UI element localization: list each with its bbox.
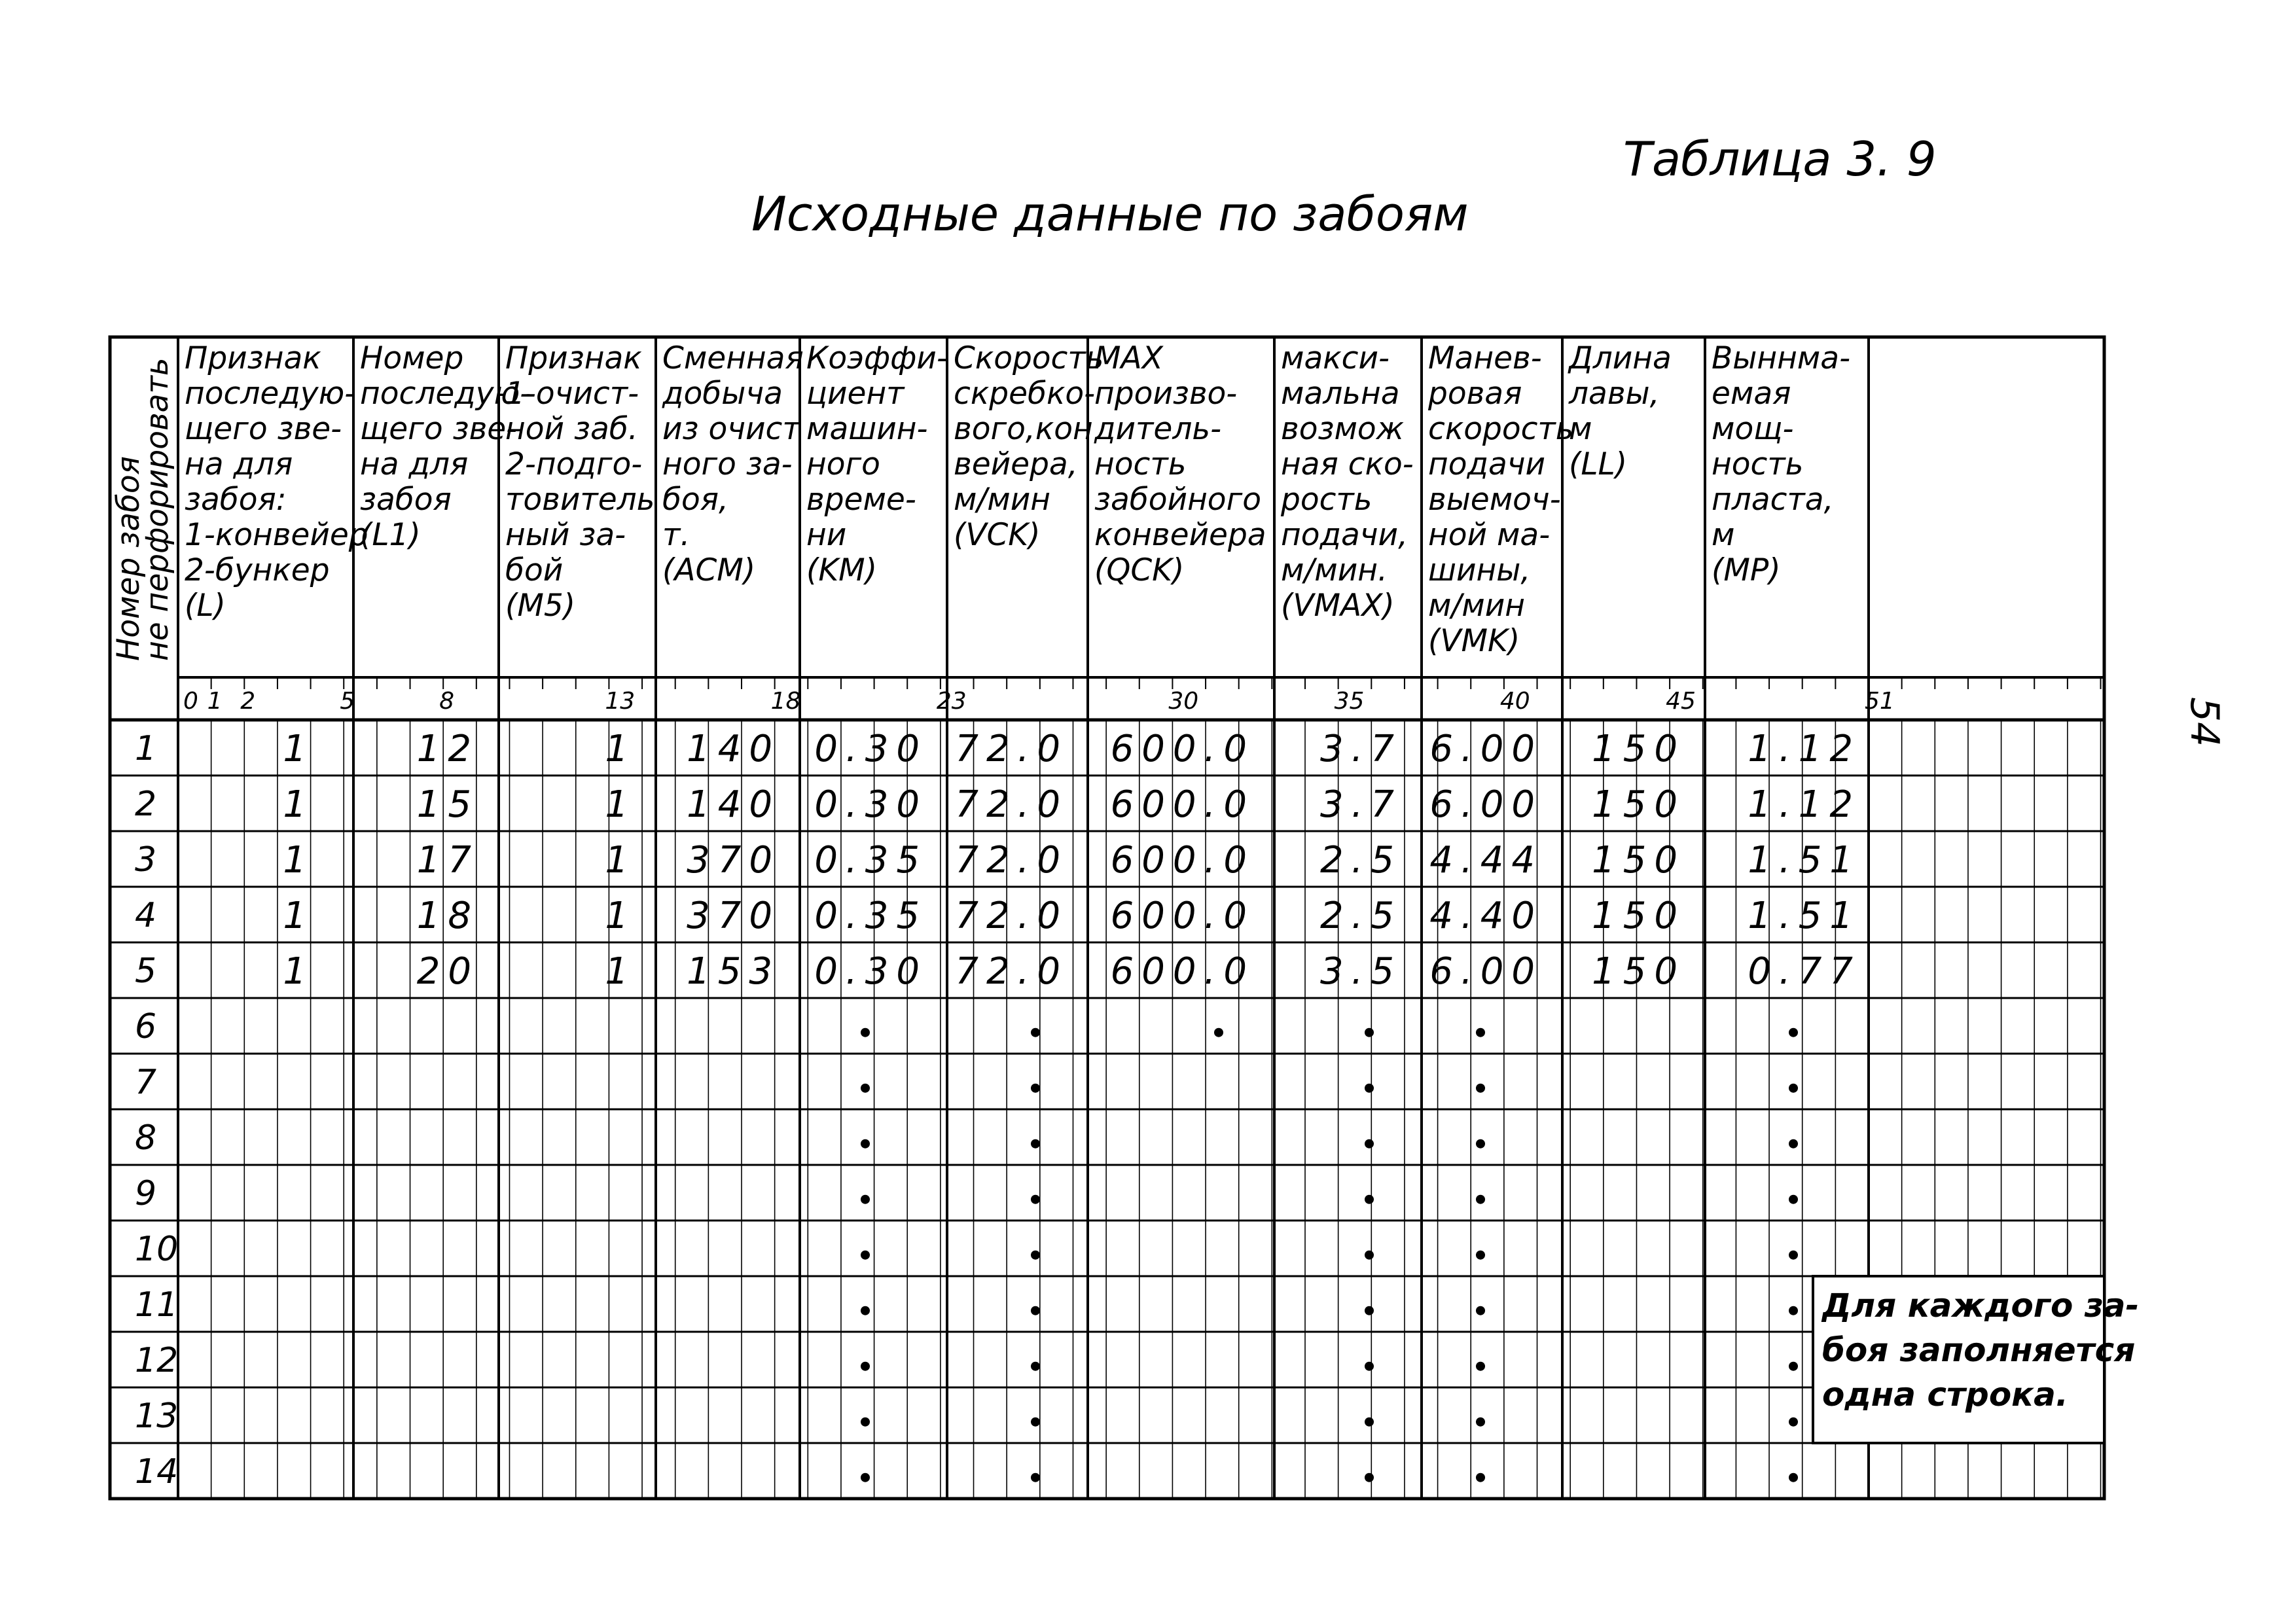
cell-vck: 72.0 xyxy=(955,727,1068,770)
cell-mp: 1.51 xyxy=(1748,894,1861,937)
column-header-line: ни xyxy=(806,517,847,553)
cell-vmk: 6.00 xyxy=(1429,950,1543,993)
column-header-line: скорость xyxy=(1428,411,1574,447)
cell-ll: 150 xyxy=(1592,838,1685,882)
cell-ll: 150 xyxy=(1592,950,1685,993)
decimal-dot xyxy=(861,1473,870,1482)
cell-ll: 150 xyxy=(1592,894,1685,937)
column-header-line: добыча xyxy=(662,376,783,412)
cell-km: 0.35 xyxy=(814,894,927,937)
column-header-line: емая xyxy=(1712,376,1791,412)
cell-qck: 600.0 xyxy=(1110,838,1255,882)
column-header-line: м/мин xyxy=(1428,588,1526,624)
cell-vmk: 4.44 xyxy=(1429,838,1543,882)
decimal-dot xyxy=(1031,1251,1040,1260)
scale-mark: 0 xyxy=(183,688,198,715)
cell-km: 0.30 xyxy=(814,783,927,826)
column-header-line: ной ма- xyxy=(1428,517,1551,553)
decimal-dot xyxy=(1365,1084,1374,1093)
decimal-dot xyxy=(1789,1473,1798,1482)
row-number: 8 xyxy=(135,1118,157,1158)
decimal-dot xyxy=(1476,1473,1485,1482)
cell-vmax: 2.5 xyxy=(1319,894,1402,937)
row-number: 11 xyxy=(135,1285,179,1325)
decimal-dot xyxy=(1031,1028,1040,1037)
decimal-dot xyxy=(1476,1139,1485,1149)
decimal-dot xyxy=(861,1028,870,1037)
scale-mark: 45 xyxy=(1666,688,1696,715)
column-header-line: м xyxy=(1569,411,1592,447)
column-header-line: последую- xyxy=(360,376,531,412)
first-column-header-line: Номер забоя xyxy=(111,455,147,661)
decimal-dot xyxy=(1476,1362,1485,1371)
cell-mp: 0.77 xyxy=(1748,950,1861,993)
column-header-line: боя, xyxy=(662,482,728,518)
decimal-dots xyxy=(861,1028,1798,1482)
column-header-line: (M5) xyxy=(505,588,576,624)
scale-mark: 18 xyxy=(770,688,801,715)
cell-vmax: 3.7 xyxy=(1319,783,1402,826)
column-header-line: (L1) xyxy=(360,517,421,553)
column-header-line: скребко- xyxy=(954,376,1096,412)
decimal-dot xyxy=(1365,1195,1374,1204)
column-header-line: пласта, xyxy=(1712,482,1834,518)
cell-l1: 15 xyxy=(416,783,479,826)
column-header-line: на для xyxy=(360,446,469,482)
cell-m5: 1 xyxy=(605,894,636,937)
decimal-dot xyxy=(861,1251,870,1260)
decimal-dot xyxy=(1214,1028,1223,1037)
column-header-line: возмож xyxy=(1281,411,1404,447)
column-header-line: м/мин xyxy=(954,482,1051,518)
decimal-dot xyxy=(861,1306,870,1315)
column-header-line: 1-конвейер xyxy=(185,517,368,553)
column-header-line: (VCK) xyxy=(954,517,1041,553)
decimal-dot xyxy=(1476,1084,1485,1093)
column-header-line: 1-очист- xyxy=(505,376,639,412)
cell-l: 1 xyxy=(283,838,314,882)
column-header-line: щего зве- xyxy=(185,411,342,447)
cell-km: 0.30 xyxy=(814,727,927,770)
fill-note xyxy=(1813,1276,2139,1443)
cell-mp: 1.12 xyxy=(1748,783,1861,826)
cell-acm: 153 xyxy=(687,950,780,993)
column-header-line: ность xyxy=(1094,446,1187,482)
decimal-dot xyxy=(861,1195,870,1204)
cell-acm: 370 xyxy=(687,894,780,937)
decimal-dot xyxy=(1789,1139,1798,1149)
column-header-line: вейера, xyxy=(954,446,1078,482)
decimal-dot xyxy=(861,1362,870,1371)
decimal-dot xyxy=(1031,1362,1040,1371)
scale-mark: 2 xyxy=(240,688,256,715)
cell-l: 1 xyxy=(283,894,314,937)
decimal-dot xyxy=(1031,1195,1040,1204)
column-header-line: Манев- xyxy=(1428,340,1542,376)
column-header-line: макси- xyxy=(1281,340,1390,376)
column-header-line: (KM) xyxy=(806,552,878,588)
column-headers xyxy=(111,340,1850,661)
column-header-line: лавы, xyxy=(1569,376,1660,412)
row-number: 3 xyxy=(135,840,157,880)
decimal-dot xyxy=(1365,1251,1374,1260)
column-header-line: 2-подго- xyxy=(505,446,643,482)
cell-vck: 72.0 xyxy=(955,838,1068,882)
cell-km: 0.30 xyxy=(814,950,927,993)
cell-vmax: 3.7 xyxy=(1319,727,1402,770)
cell-l1: 20 xyxy=(416,950,479,993)
column-header-line: товитель xyxy=(505,482,655,518)
row-number: 7 xyxy=(135,1063,157,1103)
row-number: 13 xyxy=(135,1397,179,1436)
decimal-dot xyxy=(861,1418,870,1427)
column-header-line: ный за- xyxy=(505,517,626,553)
page-number: 54 xyxy=(2181,697,2227,747)
cell-m5: 1 xyxy=(605,783,636,826)
cell-qck: 600.0 xyxy=(1110,727,1255,770)
decimal-dot xyxy=(1365,1473,1374,1482)
scale-mark: 23 xyxy=(936,688,967,715)
decimal-dot xyxy=(1365,1028,1374,1037)
column-header-line: Выннма- xyxy=(1712,340,1851,376)
note-line: боя заполняется xyxy=(1822,1331,2136,1369)
column-header-line: ная ско- xyxy=(1281,446,1414,482)
cell-ll: 150 xyxy=(1592,783,1685,826)
cell-m5: 1 xyxy=(605,727,636,770)
decimal-dot xyxy=(1031,1306,1040,1315)
scale-mark: 51 xyxy=(1865,688,1895,715)
column-header-line: бой xyxy=(505,552,564,588)
cell-km: 0.35 xyxy=(814,838,927,882)
decimal-dot xyxy=(1789,1084,1798,1093)
column-header-line: (MP) xyxy=(1712,552,1781,588)
decimal-dot xyxy=(1365,1306,1374,1315)
cell-vmk: 6.00 xyxy=(1429,783,1543,826)
cell-qck: 600.0 xyxy=(1110,783,1255,826)
row-number: 2 xyxy=(135,785,157,825)
column-header-line: мальна xyxy=(1281,376,1400,412)
decimal-dot xyxy=(1031,1139,1040,1149)
column-header-line: (L) xyxy=(185,588,226,624)
column-header-line: забойного xyxy=(1094,482,1262,518)
decimal-dot xyxy=(1476,1306,1485,1315)
column-header-line: шины, xyxy=(1428,552,1531,588)
column-header-line: подачи, xyxy=(1281,517,1408,553)
column-header-line: м xyxy=(1712,517,1735,553)
scale-mark: 13 xyxy=(605,688,636,715)
column-header-line: Признак xyxy=(185,340,321,376)
column-header-line: ного за- xyxy=(662,446,793,482)
column-header-line: забоя xyxy=(360,482,452,518)
decimal-dot xyxy=(1789,1251,1798,1260)
column-header-line: циент xyxy=(806,376,905,412)
row-number: 5 xyxy=(135,952,157,991)
cell-vck: 72.0 xyxy=(955,783,1068,826)
column-header-line: т. xyxy=(662,517,691,553)
column-header-line: Признак xyxy=(505,340,642,376)
data-cells xyxy=(283,728,1861,993)
column-header-line: (VMAX) xyxy=(1281,588,1395,624)
cell-l: 1 xyxy=(283,950,314,993)
column-scale xyxy=(183,688,1895,715)
first-column-header-line: не перфорировать xyxy=(139,357,175,661)
decimal-dot xyxy=(1476,1418,1485,1427)
column-header-line: вого,кон xyxy=(954,411,1093,447)
row-number: 10 xyxy=(135,1230,179,1270)
page-title: Исходные данные по забоям xyxy=(751,187,1469,241)
row-number: 4 xyxy=(135,896,157,936)
column-header-line: выемоч- xyxy=(1428,482,1561,518)
column-header-line: (QCK) xyxy=(1094,552,1185,588)
scale-mark: 8 xyxy=(439,688,455,715)
cell-mp: 1.51 xyxy=(1748,838,1861,882)
column-header-line: Номер xyxy=(360,340,464,376)
column-header-line: м/мин. xyxy=(1281,552,1388,588)
column-header-line: Длина xyxy=(1569,340,1672,376)
column-header-line: щего зве- xyxy=(360,411,518,447)
decimal-dot xyxy=(1365,1362,1374,1371)
cell-acm: 370 xyxy=(687,838,780,882)
cell-m5: 1 xyxy=(605,950,636,993)
cell-vmk: 4.40 xyxy=(1429,894,1543,937)
row-number: 14 xyxy=(135,1452,179,1492)
row-number: 9 xyxy=(135,1174,157,1214)
column-header-line: (LL) xyxy=(1569,446,1628,482)
column-header-line: подачи xyxy=(1428,446,1546,482)
column-header-line: конвейера xyxy=(1094,517,1266,553)
scale-mark: 1 xyxy=(207,688,223,715)
scale-mark: 40 xyxy=(1499,688,1530,715)
cell-ll: 150 xyxy=(1592,727,1685,770)
column-header-line: Коэффи- xyxy=(806,340,948,376)
cell-mp: 1.12 xyxy=(1748,727,1861,770)
row-number: 1 xyxy=(135,729,157,769)
decimal-dot xyxy=(861,1084,870,1093)
table-label: Таблица 3. 9 xyxy=(1623,132,1937,187)
column-header-line: последую- xyxy=(185,376,356,412)
cell-qck: 600.0 xyxy=(1110,950,1255,993)
column-header-line: машин- xyxy=(806,411,928,447)
cell-acm: 140 xyxy=(687,727,780,770)
column-header-line: (VMK) xyxy=(1428,623,1520,659)
cell-vck: 72.0 xyxy=(955,950,1068,993)
decimal-dot xyxy=(1789,1418,1798,1427)
column-header-line: ность xyxy=(1712,446,1804,482)
column-header-line: забоя: xyxy=(185,482,287,518)
decimal-dot xyxy=(1789,1028,1798,1037)
note-line: одна строка. xyxy=(1822,1376,2068,1414)
row-numbers xyxy=(135,729,178,1491)
column-header-line: произво- xyxy=(1094,376,1238,412)
decimal-dot xyxy=(1031,1084,1040,1093)
column-header-line: 2-бункер xyxy=(185,552,330,588)
column-header-line: време- xyxy=(806,482,916,518)
column-header-line: (ACM) xyxy=(662,552,756,588)
column-header-line: MAX xyxy=(1094,340,1163,376)
column-header-line: дитель- xyxy=(1094,411,1222,447)
row-number: 12 xyxy=(135,1341,179,1381)
scale-mark: 35 xyxy=(1334,688,1365,715)
cell-l1: 18 xyxy=(416,894,479,937)
column-header-line: ровая xyxy=(1428,376,1522,412)
cell-l1: 12 xyxy=(416,727,479,770)
column-header-line: Скорость xyxy=(954,340,1104,376)
column-header-line: ной заб. xyxy=(505,411,638,447)
decimal-dot xyxy=(1789,1306,1798,1315)
column-header-line: ного xyxy=(806,446,880,482)
decimal-dot xyxy=(1476,1028,1485,1037)
decimal-dot xyxy=(1365,1418,1374,1427)
cell-vmax: 2.5 xyxy=(1319,838,1402,882)
column-header-line: из очист xyxy=(662,411,800,447)
cell-m5: 1 xyxy=(605,838,636,882)
cell-l: 1 xyxy=(283,727,314,770)
decimal-dot xyxy=(1476,1251,1485,1260)
row-number: 6 xyxy=(135,1007,157,1047)
cell-l1: 17 xyxy=(416,838,479,882)
cell-vmax: 3.5 xyxy=(1319,950,1402,993)
scale-mark: 30 xyxy=(1168,688,1199,715)
scale-mark: 5 xyxy=(340,688,355,715)
decimal-dot xyxy=(1476,1195,1485,1204)
decimal-dot xyxy=(1365,1139,1374,1149)
cell-l: 1 xyxy=(283,783,314,826)
cell-vck: 72.0 xyxy=(955,894,1068,937)
note-line: Для каждого за- xyxy=(1822,1287,2140,1325)
decimal-dot xyxy=(861,1139,870,1149)
cell-acm: 140 xyxy=(687,783,780,826)
decimal-dot xyxy=(1031,1473,1040,1482)
cell-vmk: 6.00 xyxy=(1429,727,1543,770)
column-header-line: рость xyxy=(1281,482,1372,518)
column-header-line: на для xyxy=(185,446,293,482)
cell-qck: 600.0 xyxy=(1110,894,1255,937)
decimal-dot xyxy=(1789,1195,1798,1204)
decimal-dot xyxy=(1031,1418,1040,1427)
decimal-dot xyxy=(1789,1362,1798,1371)
column-header-line: мощ- xyxy=(1712,411,1794,447)
column-header-line: Сменная xyxy=(662,340,804,376)
